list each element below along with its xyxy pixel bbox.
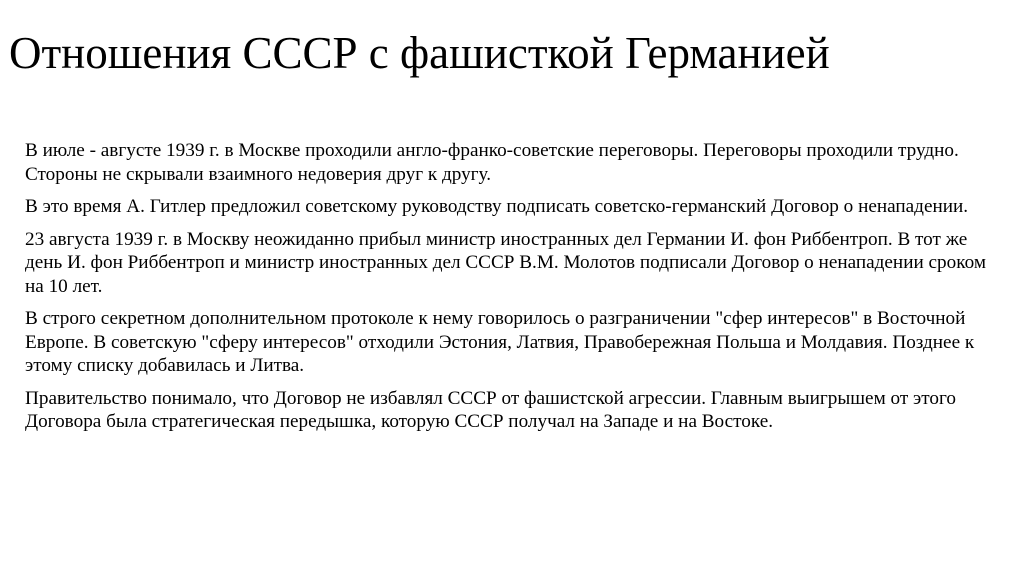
slide-title: Отношения СССР с фашисткой Германией (9, 28, 830, 78)
paragraph-negotiations: В июле - августе 1939 г. в Москве проходили англо-франко-советские переговоры. Переговоры проходили трудно. Стороны не скрывали взаимного недоверия друг к другу. (25, 140, 959, 185)
paragraph-strategic-respite: Правительство понимало, что Договор не избавлял СССР от фашистской агрессии. Главным выигрышем от этого Договора была стратегическая передышка, которую СССР получал на Западе и на Востоке. (25, 387, 956, 432)
paragraph-secret-protocol: В строго секретном дополнительном протоколе к нему говорилось о разграничении "сфер интересов" в Восточной Европе. В советскую "сферу интересов" отходили Эстония, Латвия, Правобережная Польша и Молдавия. Позднее к этому списку добавилась и Литва. (25, 308, 975, 376)
paragraph-hitler-proposal: В это время А. Гитлер предложил советскому руководству подписать советско-германский Договор о ненападении. (25, 196, 969, 217)
paragraph-pact-signing: 23 августа 1939 г. в Москву неожиданно прибыл министр иностранных дел Германии И. фон Риббентроп. В тот же день И. фон Риббентроп и министр иностранных дел СССР В.М. Молотов подписали Договор о ненападении сроком на 10 лет. (25, 228, 986, 297)
slide-body (25, 139, 1000, 443)
